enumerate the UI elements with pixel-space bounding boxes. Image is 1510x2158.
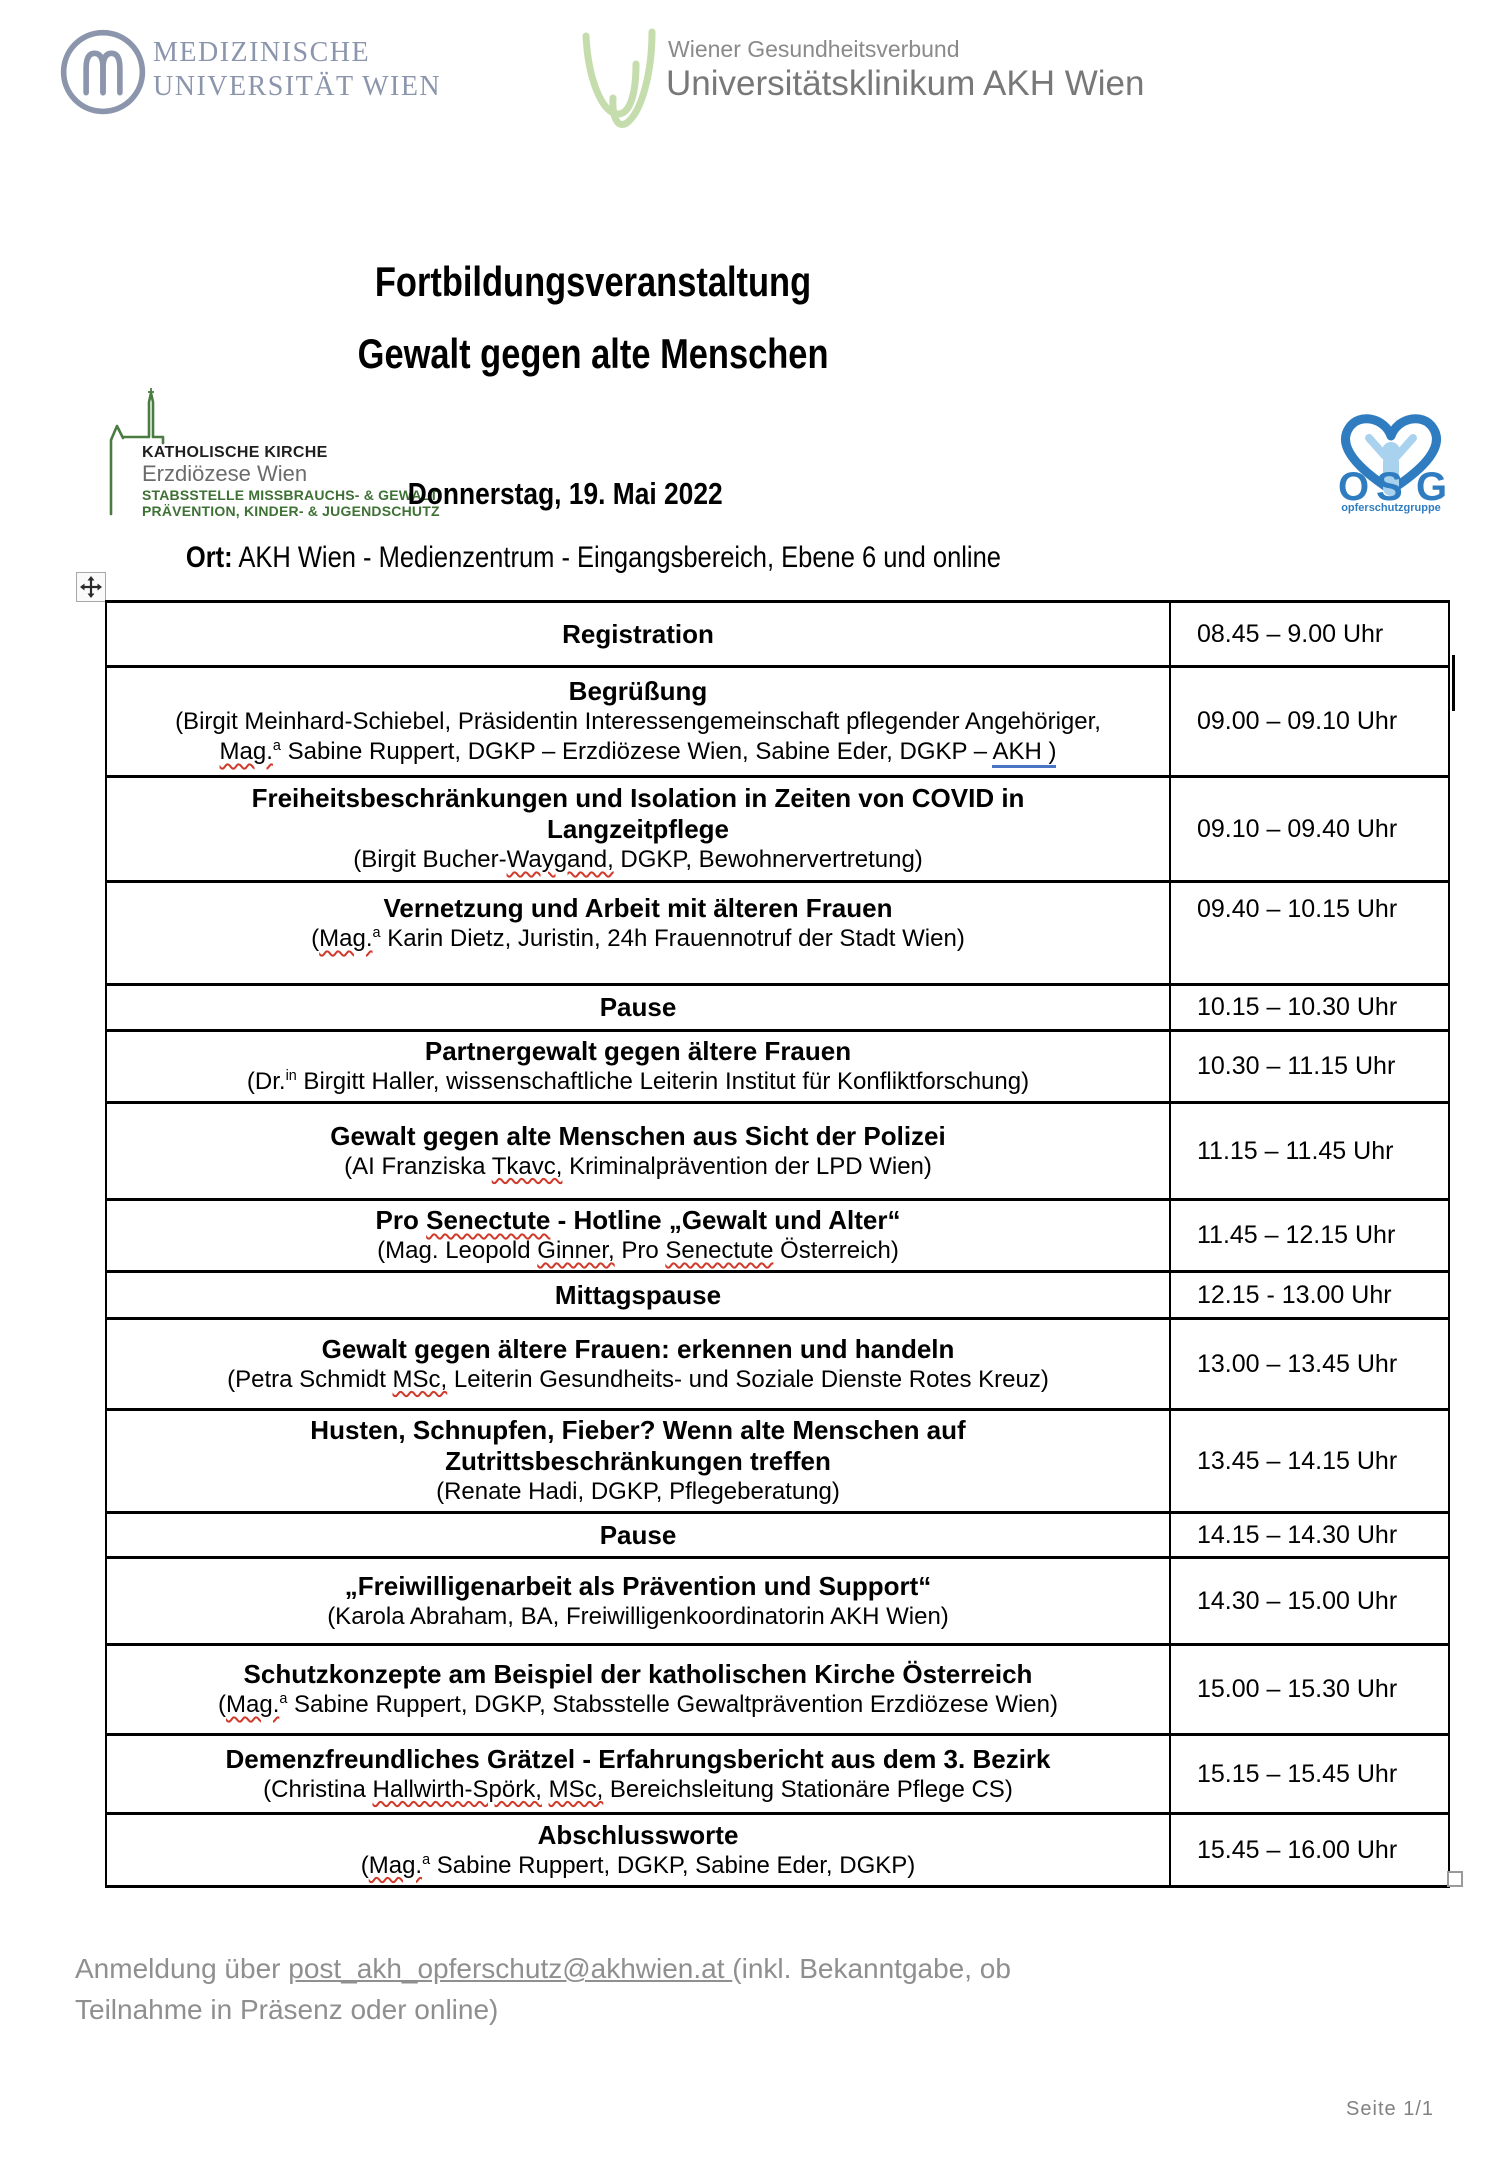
text-segment: (: [218, 1691, 226, 1718]
session-time: 10.30 – 11.15 Uhr: [1197, 1052, 1396, 1080]
muw-line2: UNIVERSITÄT WIEN: [153, 71, 442, 102]
schedule-row: [107, 1270, 1448, 1317]
session-speaker-line: [344, 1152, 932, 1182]
session-content: [107, 986, 1171, 1029]
page-number: Seite 1/1: [1346, 2098, 1434, 2120]
text-segment: Teilnahme in Präsenz oder online): [75, 1994, 499, 2025]
text-segment: a: [422, 1851, 431, 1868]
schedule-row: [107, 603, 1448, 665]
event-location: [0, 541, 1186, 575]
session-title-line: [244, 1659, 1033, 1690]
session-time: 13.45 – 14.15 Uhr: [1197, 1446, 1398, 1475]
session-speaker-line: [175, 707, 1101, 737]
session-content: [107, 1559, 1171, 1643]
session-speaker-line: [361, 1851, 916, 1881]
akh-link[interactable]: AKH ): [992, 738, 1056, 768]
session-title-line: [425, 1036, 851, 1067]
text-segment: Österreich): [773, 1237, 899, 1264]
session-time: 13.00 – 13.45 Uhr: [1197, 1349, 1398, 1378]
text-segment: Mag.: [219, 738, 273, 765]
session-time: 11.45 – 12.15 Uhr: [1197, 1221, 1396, 1249]
text-cursor: [1452, 655, 1455, 711]
session-content: [107, 1411, 1171, 1511]
session-title-line: [600, 1520, 677, 1551]
text-segment: Bereichsleitung Stationäre Pflege CS): [603, 1775, 1013, 1803]
schedule-row: [107, 1511, 1448, 1556]
text-segment: (Dr.: [246, 1068, 286, 1095]
text-segment: (Birgit Meinhard-Schiebel, Präsidentin Interessengemeinschaft pflegender Angehöriger,: [175, 708, 1101, 735]
text-segment: (AI Franziska: [344, 1152, 492, 1180]
osg-caption: opferschutzgruppe: [1341, 502, 1441, 514]
session-time: 15.45 – 16.00 Uhr: [1197, 1835, 1398, 1864]
wgv-logo-icon: [572, 28, 664, 130]
text-segment: (Petra Schmidt: [227, 1365, 393, 1393]
text-segment: (Birgit Bucher-: [353, 846, 507, 873]
osg-letter-s: S: [1376, 465, 1403, 509]
session-time: 12.15 - 13.00 Uhr: [1197, 1280, 1392, 1309]
doc-title-text1: Fortbildungsveranstaltung: [374, 258, 812, 305]
text-segment: Senectute: [426, 1205, 551, 1235]
doc-title-text2: Gewalt gegen alte Menschen: [357, 330, 829, 377]
wgv-line1: Wiener Gesundheitsverbund: [668, 36, 960, 62]
text-segment: Registration: [562, 618, 714, 649]
session-content: [107, 1736, 1171, 1812]
session-content: [107, 1514, 1171, 1556]
text-segment: a: [279, 1691, 288, 1707]
text-segment: Gewalt gegen ältere Frauen: erkennen und handeln: [321, 1333, 955, 1364]
muw-line1: MEDIZINISCHE: [153, 37, 371, 68]
session-content: [107, 1201, 1171, 1270]
session-time: 11.15 – 11.45 Uhr: [1197, 1136, 1394, 1165]
session-time: 10.15 – 10.30 Uhr: [1197, 993, 1398, 1021]
text-segment: Anmeldung über: [75, 1953, 289, 1984]
kk-line2: Erzdiözese Wien: [142, 461, 308, 486]
session-time: 14.30 – 15.00 Uhr: [1197, 1586, 1398, 1615]
session-speaker-line: [218, 1690, 1058, 1720]
session-title-line: [384, 893, 893, 924]
text-segment: Waygand,: [506, 846, 614, 873]
muw-logo-icon: [58, 27, 148, 117]
session-time: 09.00 – 09.10 Uhr: [1197, 707, 1398, 735]
session-title-line: [538, 1820, 739, 1851]
schedule-row: [107, 983, 1448, 1029]
schedule-row: [107, 1317, 1448, 1408]
muw-logo-text: [153, 36, 441, 104]
session-speaker-line: [311, 924, 965, 954]
doc-title-line2: [0, 330, 1186, 378]
text-segment: Gewalt gegen alte Menschen aus Sicht der Polizei: [330, 1120, 946, 1151]
osg-logo-icon: [1328, 406, 1454, 514]
text-segment: Pro: [375, 1205, 427, 1235]
session-speaker-line: [327, 1602, 949, 1632]
text-segment: Mag.: [319, 925, 373, 952]
text-segment: Langzeitpflege: [546, 814, 729, 844]
session-title-line: [345, 1571, 932, 1602]
session-speaker-line: [227, 1365, 1049, 1395]
text-segment: MSc,: [392, 1365, 448, 1393]
session-content: [107, 778, 1171, 880]
text-segment: Kriminalprävention der LPD Wien): [562, 1152, 932, 1180]
location-value: AKH Wien - Medienzentrum - Eingangsbereich, Ebene 6 und online: [232, 541, 1001, 574]
text-segment: Ginner,: [537, 1237, 615, 1264]
text-segment: Sabine Ruppert, DGKP, Stabsstelle Gewaltprävention Erzdiözese Wien): [287, 1691, 1058, 1718]
move-cross-icon: [80, 576, 102, 598]
session-time: 09.10 – 09.40 Uhr: [1197, 814, 1398, 843]
text-segment: Mittagspause: [554, 1279, 722, 1310]
schedule-row: [107, 1029, 1448, 1101]
text-segment: Birgitt Haller, wissenschaftliche Leiterin Institut für Konfliktforschung): [296, 1068, 1030, 1095]
text-segment: Freiheitsbeschränkungen und Isolation in Zeiten von COVID in: [251, 783, 1025, 813]
event-date: [0, 476, 1130, 512]
text-segment: - Hotline „Gewalt und Alter“: [550, 1205, 901, 1235]
text-segment: Tkavc,: [491, 1152, 563, 1180]
text-segment: (Karola Abraham, BA, Freiwilligenkoordinatorin AKH Wien): [327, 1602, 949, 1630]
session-content: [107, 1032, 1171, 1101]
text-segment: (inkl. Bekanntgabe, ob: [732, 1953, 1011, 1984]
text-segment: „Freiwilligenarbeit als Prävention und Support“: [344, 1570, 932, 1601]
text-segment: Hallwirth-Spörk,: [372, 1775, 542, 1803]
session-content: [107, 1273, 1171, 1317]
text-segment: Demenzfreundliches Grätzel - Erfahrungsbericht aus dem 3. Bezirk: [225, 1743, 1051, 1774]
text-segment: (Renate Hadi, DGKP, Pflegeberatung): [436, 1478, 840, 1505]
session-speaker-line: [377, 1236, 899, 1266]
wgv-line2: Universitätsklinikum AKH Wien: [666, 64, 1145, 103]
text-segment: (Christina: [263, 1775, 373, 1803]
session-content: [107, 1646, 1171, 1733]
session-title-line: [252, 783, 1025, 814]
kk-line3: STABSSTELLE MISSBRAUCHS- & GEWALT-: [142, 487, 443, 503]
kk-line1: KATHOLISCHE KIRCHE: [142, 444, 328, 461]
event-location-text: [185, 541, 1000, 575]
text-segment: Pause: [599, 1519, 677, 1550]
text-segment: Begrüßung: [568, 676, 708, 706]
text-segment: Sabine Ruppert, DGKP, Sabine Eder, DGKP): [430, 1851, 916, 1879]
text-segment: Zutrittsbeschränkungen treffen: [445, 1446, 831, 1476]
text-segment: Leiterin Gesundheits- und Soziale Dienste Rotes Kreuz): [447, 1365, 1049, 1393]
text-segment: Abschlussworte: [537, 1819, 739, 1850]
osg-letter-g: G: [1416, 465, 1448, 509]
session-speaker-line: [247, 1067, 1029, 1097]
session-title-line: [330, 1121, 946, 1152]
text-segment: Pro: [614, 1237, 666, 1264]
text-segment: Pause: [599, 992, 677, 1022]
text-segment: (: [360, 1851, 369, 1879]
text-segment: Sabine Ruppert, DGKP – Erzdiözese Wien, Sabine Eder, DGKP –: [280, 738, 993, 765]
session-content: [107, 1815, 1171, 1885]
session-content: [107, 1104, 1171, 1198]
session-speaker-line: [220, 737, 1057, 767]
text-segment: DGKP, Bewohnervertretung): [613, 846, 923, 873]
text-segment: (: [311, 925, 320, 952]
session-title-line: [225, 1744, 1050, 1775]
session-time: 15.00 – 15.30 Uhr: [1197, 1675, 1398, 1703]
session-time: 14.15 – 14.30 Uhr: [1197, 1520, 1398, 1549]
session-title-line: [562, 619, 714, 650]
text-segment: Senectute: [665, 1237, 774, 1264]
text-segment: Schutzkonzepte am Beispiel der katholischen Kirche Österreich: [243, 1659, 1033, 1689]
footer-note: [75, 1948, 1011, 2030]
text-segment: Husten, Schnupfen, Fieber? Wenn alte Menschen auf: [310, 1415, 966, 1445]
text-segment: Vernetzung und Arbeit mit älteren Frauen: [383, 893, 893, 923]
text-segment: Karin Dietz, Juristin, 24h Frauennotruf der Stadt Wien): [380, 925, 965, 952]
schedule-row: [107, 880, 1448, 983]
location-label: Ort:: [185, 541, 233, 574]
session-content: [107, 668, 1171, 775]
text-segment: [542, 1776, 549, 1803]
schedule-row: [107, 665, 1448, 775]
doc-title-line1: [0, 258, 1186, 306]
schedule-row: [107, 1101, 1448, 1198]
schedule-row: [107, 1556, 1448, 1643]
session-content: [107, 883, 1171, 983]
session-title-line: [310, 1415, 965, 1446]
text-segment: Mag.: [368, 1851, 423, 1879]
session-title-line: [322, 1334, 955, 1365]
session-speaker-line: [436, 1477, 840, 1507]
schedule-row: [107, 1198, 1448, 1270]
session-title-line: [445, 1446, 831, 1477]
schedule-row: [107, 1643, 1448, 1733]
text-segment: a: [272, 738, 281, 754]
session-title-line: [376, 1205, 901, 1236]
table-move-handle[interactable]: [76, 572, 106, 602]
schedule-row: [107, 775, 1448, 880]
session-speaker-line: [353, 845, 923, 875]
session-title-line: [555, 1280, 721, 1311]
text-segment: MSc,: [548, 1775, 604, 1803]
event-date-text: Donnerstag, 19. Mai 2022: [407, 476, 723, 511]
session-time: 08.45 – 9.00 Uhr: [1197, 619, 1384, 648]
schedule-row: [107, 1733, 1448, 1812]
text-segment: (Mag. Leopold: [377, 1237, 538, 1264]
session-time: 09.40 – 10.15 Uhr: [1197, 895, 1398, 923]
text-segment: in: [285, 1068, 297, 1084]
text-segment: Partnergewalt gegen ältere Frauen: [424, 1036, 852, 1066]
schedule-table: [105, 600, 1450, 1888]
session-time: 15.15 – 15.45 Uhr: [1197, 1759, 1398, 1788]
text-segment: a: [372, 925, 381, 941]
session-content: [107, 1320, 1171, 1408]
registration-email[interactable]: post_akh_opferschutz@akhwien.at: [288, 1953, 733, 1984]
session-title-line: [569, 676, 708, 707]
session-title-line: [547, 814, 729, 845]
session-title-line: [600, 992, 677, 1023]
schedule-row: [107, 1408, 1448, 1511]
session-speaker-line: [263, 1775, 1013, 1805]
session-content: [107, 603, 1171, 665]
schedule-row: [107, 1812, 1448, 1885]
text-segment: Mag.: [226, 1691, 280, 1718]
osg-letter-o: O: [1338, 465, 1370, 509]
table-resize-handle[interactable]: [1447, 1871, 1463, 1887]
kk-line4: PRÄVENTION, KINDER- & JUGENDSCHUTZ: [142, 503, 440, 519]
